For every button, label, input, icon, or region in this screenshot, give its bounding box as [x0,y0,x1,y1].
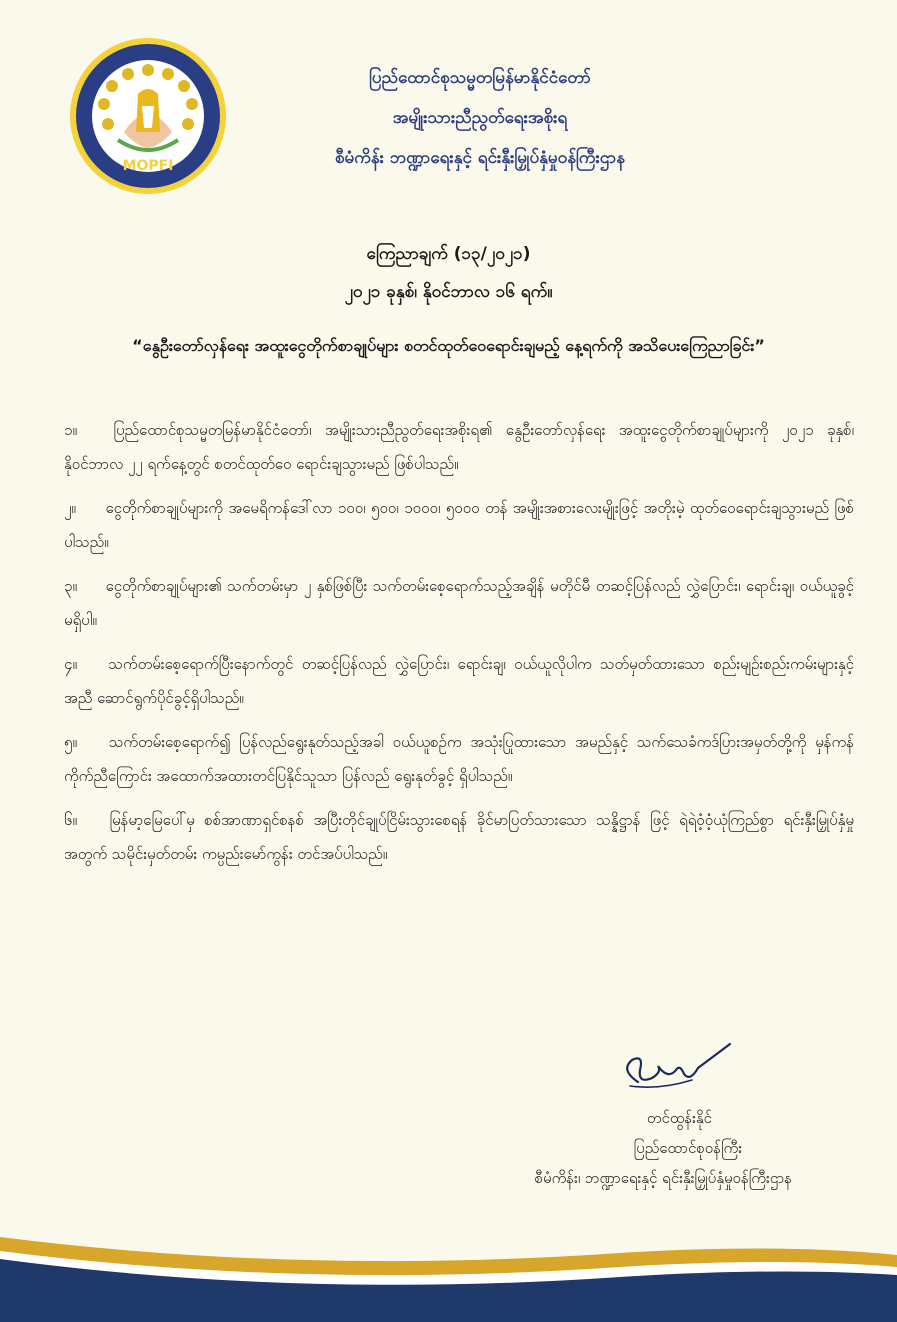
paragraph-number: ၃။ [64,577,77,595]
paragraph-text: ပြည်ထောင်စုသမ္မတမြန်မာနိုင်ငံတော်၊ အမျိုးသားညီညွတ်ရေးအစိုးရ၏ နွေဦးတော်လှန်ရေး အထူးငွေတိုက်စာချုပ်များကို ၂၀၂၁ ခုနှစ်၊ နိုဝင်ဘာလ ၂၂ ရက်နေ့တွင် စတင်ထုတ်ဝေ ရောင်းချသွားမည် ဖြစ်ပါသည်။ [64,421,854,473]
signatory-name: တင်ထွန်းနိုင် [646,1109,712,1127]
notice-heading [0,235,897,311]
paragraph [64,569,854,637]
signatory-block [400,1103,840,1193]
paragraph-text: သက်တမ်းစေ့ရောက်ပြီးနောက်တွင် တဆင့်ပြန်လည် လွှဲပြောင်း၊ ရောင်းချ၊ ဝယ်ယူလိုပါက သတ်မှတ်ထားသော စည်းမျဉ်းစည်းကမ်းများနှင့်အညီ ဆောင်ရွက်ပိုင်ခွင့်ရှိပါသည်။ [64,655,854,707]
mopfi-logo [68,36,228,196]
signatory-ministry: စီမံကိန်း၊ ဘဏ္ဍာရေးနှင့် ရင်းနှီးမြှုပ်နှံမှုဝန်ကြီးဌာန [534,1169,792,1187]
paragraph [64,491,854,559]
signatory-title: ပြည်ထောင်စုဝန်ကြီး [633,1139,742,1157]
org-line-country: ပြည်ထောင်စုသမ္မတမြန်မာနိုင်ငံတော် [369,68,591,88]
paragraph-text: မြန်မာ့မြေပေါ်မှ စစ်အာဏာရှင်စနစ် အပြီးတိုင်ချုပ်ငြိမ်းသွားစေရန် ခိုင်မာပြတ်သားသော သန္နိဋ္ဌာန် ဖြင့် ရဲရဲဝံ့ဝံ့ယုံကြည်စွာ ရင်းနှီးမြှုပ်နှံမှုအတွက် သမိုင်းမှတ်တမ်း ကမ္ပည်းမော်ကွန်း တင်အပ်ပါသည်။ [64,811,854,863]
paragraph [64,725,854,793]
notice-body [64,413,854,881]
org-line-government: အမျိုးသားညီညွတ်ရေးအစိုးရ [392,108,568,128]
svg-text:MOPFI: MOPFI [122,158,174,174]
paragraph-number: ၄။ [64,655,77,673]
paragraph-text: သက်တမ်းစေ့ရောက်၍ ပြန်လည်ရွေးနုတ်သည့်အခါ ဝယ်ယူစဉ်က အသုံးပြုထားသော အမည်နှင့် သက်သေခံကဒ်ပြားအမှတ်တို့ကို မှန်ကန်ကိုက်ညီကြောင်း အထောက်အထားတင်ပြနိုင်သူသာ ပြန်လည် ရွေးနုတ်ခွင့် ရှိပါသည်။ [64,733,854,785]
notice-number: ကြေညာချက် (၁၃/၂၀၂၁) [366,244,531,264]
paragraph-text: ငွေတိုက်စာချုပ်များ၏ သက်တမ်းမှာ ၂ နှစ်ဖြစ်ပြီး သက်တမ်းစေ့ရောက်သည့်အချိန် မတိုင်မီ တဆင့်ပြန်လည် လွှဲပြောင်း၊ ရောင်းချ၊ ဝယ်ယူခွင့် မရှိပါ။ [64,577,854,629]
handwritten-signature [610,1040,740,1100]
paragraph-number: ၂။ [64,499,76,517]
notice-date: ၂၀၂၁ ခုနှစ်၊ နိုဝင်ဘာလ ၁၆ ရက်။ [344,282,553,302]
notice-subject: “နွေဦးတော်လှန်ရေး အထူးငွေတိုက်စာချုပ်များ စတင်ထုတ်ဝေရောင်းချမည့် နေ့ရက်ကို အသိပေးကြေညာခြင်း” [132,336,765,355]
paragraph-number: ၆။ [64,811,77,829]
paragraph-number: ၅။ [64,733,77,751]
paragraph [64,803,854,871]
paragraph [64,413,854,481]
letterhead [60,30,860,200]
footer-wave-banner [0,1215,897,1322]
paragraph [64,647,854,715]
paragraph-number: ၁။ [64,421,77,439]
paragraph-text: ငွေတိုက်စာချုပ်များကို အမေရိကန်ဒေါ်လာ ၁၀၀၊ ၅၀၀၊ ၁၀၀၀၊ ၅၀၀၀ တန် အမျိုးအစားလေးမျိုးဖြင့် အတိုးမဲ့ ထုတ်ဝေရောင်းချသွားမည် ဖြစ်ပါသည်။ [64,499,854,551]
org-line-ministry: စီမံကိန်း ဘဏ္ဍာရေးနှင့် ရင်းနှီးမြှုပ်နှံမှုဝန်ကြီးဌာန [334,148,626,168]
